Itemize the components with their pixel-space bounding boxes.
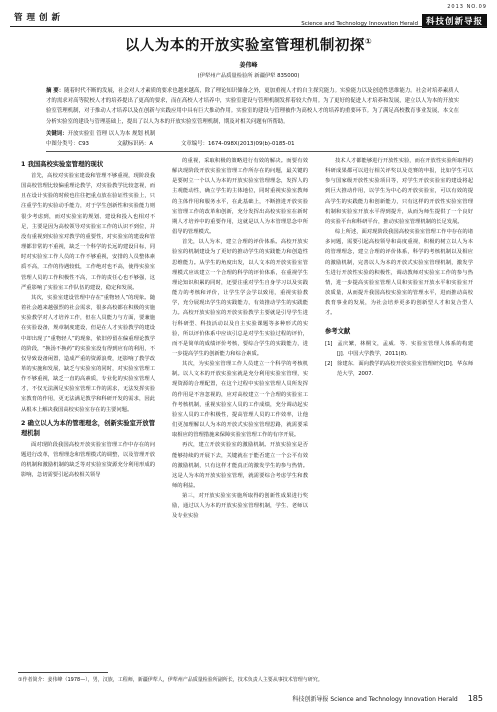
column-3 [325, 156, 473, 379]
keywords-text: 开放实验室 管理 以人为本 规划 机制 [67, 131, 156, 137]
author-name: 姜伟峰 [239, 62, 258, 69]
reference-number: [1] [325, 340, 333, 347]
section-2-heading: 2 确立以人为本的管理理念，创新实验室开放管理机制 [21, 419, 155, 437]
paragraph: 其次，为实验室管理工作人员建立一个科学的考核机制。以人文本的开放实验室就是充分利用实验室管理，实现资源的合理配置，在这个过程中实验室管理人员所发挥的作用是不容忽视的，应对高校建立一个合理的实验室工作考核机制，重视实验室人员的工作成绩，充分调动起实验室人员的工作积极性，提高管理人员的工作效率，让他们更加理解以人为本的开放式实验室管理思路，就需要采取相应的管理措施来保障实验室管理工作的有序开展。 [172, 361, 308, 439]
article-number: 文章编号：1674-098X(2013)09(b)-0185-01 [181, 141, 295, 147]
page-number: 185 [467, 694, 483, 703]
clc-number: 中图分类号：C93 [46, 141, 89, 147]
references-heading: 参考文献 [325, 327, 351, 335]
page-footer [292, 694, 483, 703]
paragraph: 首先，高校对实验室建设和管理不够重视，现阶段我国高校管理比较偏重理论教学，对实验教学比较忽视，而且在设计实验的时候也往往把重点放在验证性实验上，只注重学生的实验动手能力，对于学生创新性和实验能力则很少考虑到，而对实验室的规划、建设和投入也相对不足，主要是因为高校领导对实验室工作的认识不到位，并没有重视到实验室对教学的重要性，对实验室的建设和管理都非常的不重视，缺乏一个科学的长远的建设目标，同时对实验室工作人员的工作不够重视，安排的人员整体素质不高，工作的待遇较低，工作绝对也不高，使得实验室管理人员的工作积极性不高，工作的责任心也不够强，这严重影响了实验室工作队伍的建设，稳定和发展。 [21, 173, 155, 291]
abstract [46, 86, 459, 127]
column-2 [172, 156, 308, 522]
magazine-english-name: Science and Technology Innovation Herald [301, 21, 418, 27]
issue-number: 2013 NO.09 [447, 4, 487, 10]
paragraph: 面对现阶段我国高校开放实验室管理工作中存在的问题进行改革，管理理念和管理模式的调整，以及管理开放的机制和激励机制的缺乏等对实验室资源充分利用形成的影响，急切需要引起高校相关领导 [21, 441, 155, 479]
paragraph: 综上所述，面对现阶段我国高校实验室管理工作中存在的诸多问题，需要引起高校领导和高度重视，积极的树立以人为本的管理理念，建立合理的评价体系，科学的考核机制以及相应的激励机制，完善以人为本的开放式实验室管理机制，激发学生进行开放性实验的积极性，调动教师对实验室工作的参与热情，进一步提高实验室管理人员和实验室开放水平和实验室开放质量，从而提升我国高校实验室的管理水平，进而推动高校教育事业的发展，为社会培养更多的创新型人才和复合型人才。 [325, 229, 473, 317]
article-title [0, 34, 497, 55]
abstract-divider [46, 151, 459, 152]
paragraph: 第三，对开放实验室实施所取得的创新性成果进行奖励，通过以人为本的开放实验室管理机制，学生、老师以及专业实验 [172, 493, 308, 520]
header-divider [10, 26, 487, 27]
title-text: 以人为本的开放实验室管理机制初探 [124, 38, 365, 54]
keywords-label: 关键词： [46, 131, 68, 137]
reference-item [325, 339, 473, 359]
paragraph: 再次，建立开放实验室的激励机制。开放实验室是否能够持续的开展下去，关键就在于能否建立一个公平有效的激励机制，只有这样才能真正的激发学生的参与热情。这是人为本的开放实验室管理，就需要综合考虑学生和教师的利益。 [172, 442, 308, 489]
classification-line [46, 139, 459, 147]
section-1-heading: 1 我国高校实验室管理的现状 [21, 161, 104, 168]
paragraph: 首先，以人为本，建立合理的评价体系。高校开放实验室的机制建设为了更好的推动学生的实践能力和创造性思维能力。从学生的角度出发，以人文本的开放实验室管理模式应该建立一个合理的科学的评价体系，在重视学生理论知识积累的同时，还要注重对学生自身学习以及实践能力的考核和评价，让学生学会学以致用，重视实验教学，充分展现出学生的实践能力，有效推动学生的实践能力。高校开放实验室的开放实验教学主要就是引导学生进行科研型、科技活动以及自主实验课题等多种形式的实验，所以评价体系中应该引总是对学生实验过程的评价，而不是简单的成绩评价考核，要综合学生的实践能力，进一步提高学生的创新能力和综合素质。 [172, 239, 308, 357]
paragraph: 技术人才都能够进行开放性实验，而在开放性实验所取得的科研成果都可以进行相关评奖以及竞赛的申报，比如学生可以参与国家级开放性实验项目等，对学生开放实验室的建设将起到巨大推动作用，以学生为中心的开放实验室，可以有效的提高学生的实践能力和创新能力，只有这样的开放性实验室管理机制和实验室开放水平得到提升，从而为师生提供了一个良好的实验平台和科研平台，推动实验室管理机制的长足发展。 [325, 158, 473, 225]
magazine-logo: 科技创新导报 [422, 14, 487, 28]
author-footnote: ①作者简介：姜伟峰（1978—），男，汉族，工程师，新疆伊犁人，伊犁州产品质量检验所副所长，技术负责人主要从事技术管理与研究。 [18, 677, 323, 683]
author-affiliation: (伊犁州产品质量检验所 新疆伊犁 835000) [197, 73, 300, 79]
reference-text: 孟庆繁，林桐文，孟威．等．实验室管理人体系的构建[J]．中国大学教学，2011(8). [337, 340, 473, 357]
reference-number: [2] [325, 360, 333, 367]
column-1 [21, 156, 155, 480]
section-header: 管理创新 [14, 13, 65, 23]
keywords [46, 129, 459, 139]
reference-text: 徐建东．面向教学的高校开放实验室管理研究[D]．华东师范大学，2007. [337, 360, 473, 378]
paragraph: 其次，实验室建设管理中存在“重物轻人”的现象。随着社会越来越强烈的社会需求，很多高校都在积极的实施实验教学对人才培养工作，但在人员能力与方面，要兼施在实验设备，规章制度建设，但是在人才实验教学的建设中却出现了“重物轻人”的现象，依旧停留在偏重理论教学的阶段，“换汤不换药”的实验室没有得到应有的利用，不仅导致设备闲置，造成严重的资源浪费，还影响了教学改革的实施和发展，缺乏与实验室的同时，对实验室管理工作不够重视，缺乏一直的高素质，专业化的实验室管理人才，不仅无法满足实验室管理工作的需求，无法发挥实验室教育的作用，更无法满足教学和科研开发的需求，因此从根本上解决我国高校实验室存在的主要问题。 [21, 294, 155, 413]
footnote-divider [18, 672, 108, 673]
reference-item [325, 359, 473, 379]
title-footnote-marker: ① [364, 37, 373, 47]
abstract-text: 随着时代不断的发展，社会对人才素质的要求也越来越高，除了理论知识储备之外，更加重视人才的自主探究能力。实验能力以及创造性思维能力。社会对培养素质人才的需求对高等院校人才的培养提出了更高的要求，而在高校人才培养中，实验室建设与管理机制发挥着较大作用。为了更好的促进人才培养和发展，建立以人为本的开放实验室管理机制，对于推动人才培养以及在创新与实践应用中具有巨大推动作用。实验室的建设与管理被作为高校人才的培养的重要环节。为了满足高校教育事业发展，本文在分析实验室的建设与管理基础上，提出了以人为本的开放实验室管理机制，期及对相关问题有所帮助。 [46, 88, 459, 125]
paragraph: 的重视，采取积极的策略进行有效的解决。而要有效解决现阶段开放实验室管理工作所存在的问题，最关键的是要树立一个以人为本的开放实验室管理理念，发挥人的主观能动性，确立学生的主体地位，同时重视实验室教师的主体作用和服务水平，在此基础上，不断推进开放实验室管理工作的改革和创新，充分发挥出高校实验室在新时期人才培养中的重要作用，这就是以人为本管理思念中所倡导的管理模式。 [172, 158, 308, 236]
footer-magazine: 科技创新导报 Science and Technology Innovation Herald [292, 696, 458, 703]
document-code: 文献标识码：A [116, 141, 154, 147]
abstract-label: 摘 要： [46, 88, 65, 94]
